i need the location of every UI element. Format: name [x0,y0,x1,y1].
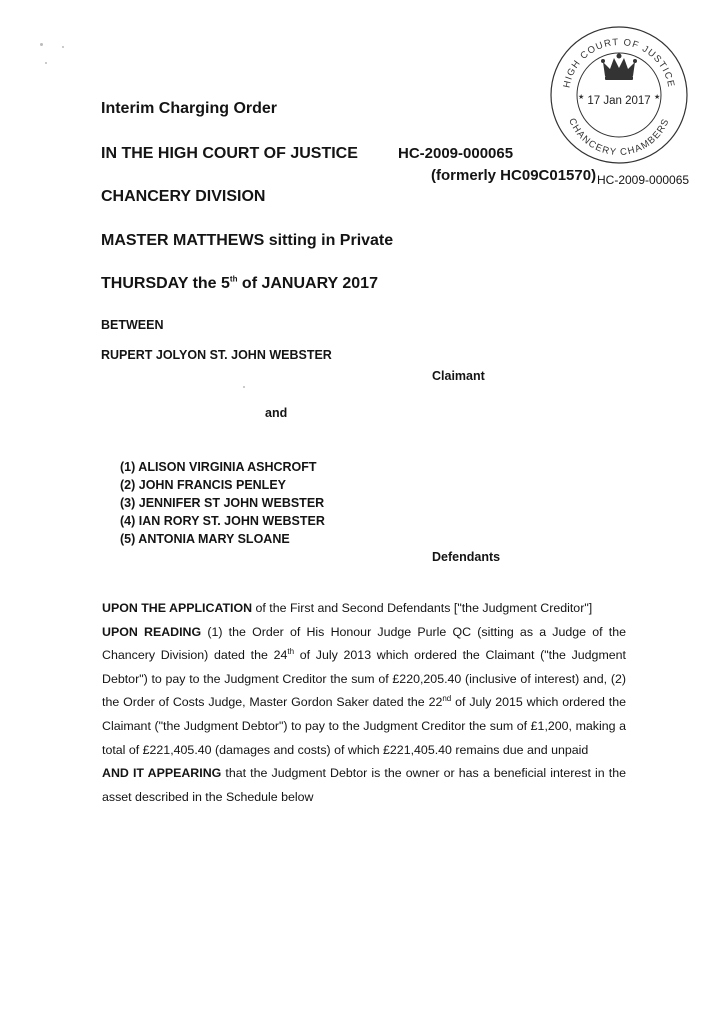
stamp-top-text: HIGH COURT OF JUSTICE [561,36,677,89]
recital-application [102,597,626,621]
recital-text: that the Judgment Debtor is the owner or has a beneficial interest in the asset described in the Schedule below [102,766,626,804]
recital-sup: th [287,647,295,657]
hearing-date-sup: th [229,274,238,284]
order-recitals [102,597,626,809]
scan-speck [40,43,43,46]
defendant-item: (5) ANTONIA MARY SLOANE [120,532,290,546]
recital-reading [102,621,626,763]
recital-lead: UPON READING [102,624,202,639]
defendant-item: (2) JOHN FRANCIS PENLEY [120,478,286,492]
recital-text: of July 2013 which ordered the Claimant ("the Judgment Debtor") to pay to the Judgment Creditor the sum of £220,205.40 (inclusive of interest) and, (2) the Order of Costs Judge, Master Gordon Saker dated the 22 [102,648,626,710]
scan-speck [45,62,47,64]
defendants-label: Defendants [432,550,501,564]
stamp-overlay-ref: HC-2009-000065 [597,173,690,187]
hearing-date-prefix: THURSDAY the 5 [101,275,230,292]
recital-text: of the First and Second Defendants ["the Judgment Creditor"] [252,601,593,615]
defendant-item: (4) IAN RORY ST. JOHN WEBSTER [120,514,325,528]
recital-text: (1) the Order of His Honour Judge Purle QC (sitting as a Judge of the Chancery Division) dated the 24 [102,624,626,663]
hearing-date-suffix: of JANUARY 2017 [237,275,378,292]
former-case-number: (formerly HC09C01570) [431,167,597,184]
scan-speck [243,386,245,388]
defendant-item: (1) ALISON VIRGINIA ASHCROFT [120,460,317,474]
hearing-date [101,275,378,293]
between-label: BETWEEN [101,318,164,332]
recital-text: of July 2015 which ordered the Claimant ("the Judgment Debtor") to pay to the Judgment Creditor the sum of £1,200, making a total of £221,405.40 (damages and costs) of which £221,405.40 remains due and unpaid [102,695,627,757]
court-stamp [548,24,690,166]
case-number: HC-2009-000065 [398,145,514,162]
master-line: MASTER MATTHEWS sitting in Private [101,232,394,249]
star-icon: ★ [578,93,585,101]
recital-lead: AND IT APPEARING [102,766,222,781]
scan-speck [62,46,64,48]
recital-sup: nd [442,694,452,704]
claimant-name: RUPERT JOLYON ST. JOHN WEBSTER [101,348,332,362]
svg-text:HIGH COURT OF JUSTICE [561,37,676,89]
court-name: IN THE HIGH COURT OF JUSTICE [101,145,358,162]
division: CHANCERY DIVISION [101,188,266,205]
recital-lead: UPON THE APPLICATION [102,601,253,615]
order-title: Interim Charging Order [101,100,278,117]
stamp-date: 17 Jan 2017 [587,95,651,107]
crown-icon [601,54,637,81]
recital-appearing [102,762,626,809]
defendants-list [120,458,325,548]
defendant-item: (3) JENNIFER ST JOHN WEBSTER [120,496,325,510]
claimant-label: Claimant [432,369,485,383]
star-icon: ★ [654,93,661,101]
and-label: and [265,406,288,420]
stamp-bottom-text: CHANCERY CHAMBERS [566,116,672,159]
